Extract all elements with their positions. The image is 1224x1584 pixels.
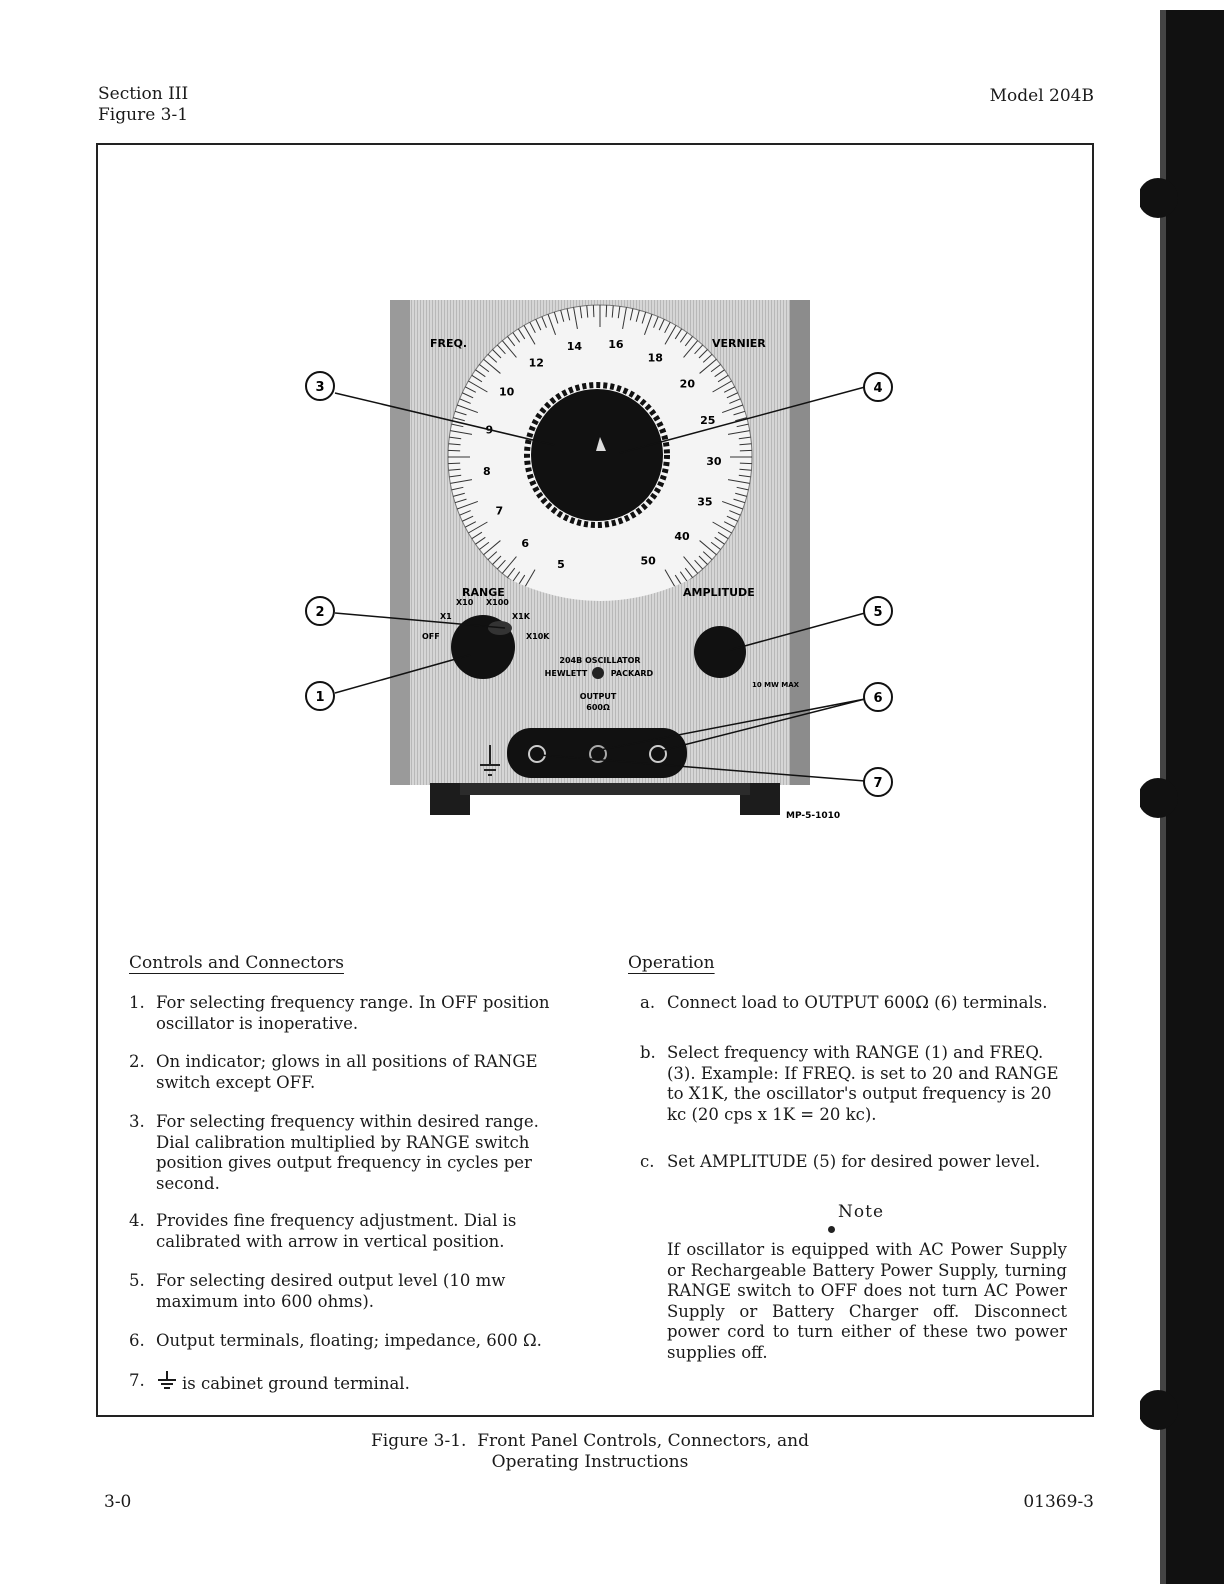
dial-number: 14 <box>566 339 583 353</box>
operation-step-a: a. Connect load to OUTPUT 600Ω (6) terminals. <box>640 993 1048 1012</box>
maker-hewlett: HEWLETT <box>544 669 588 678</box>
dial-tick <box>448 463 460 464</box>
controls-item-6: 6. Output terminals, floating; impedance, 600 Ω. <box>129 1331 542 1350</box>
dial-number: 25 <box>700 413 716 427</box>
caption-line-1: Figure 3-1. Front Panel Controls, Connectors, and <box>370 1431 809 1451</box>
controls-item-3: 3. For selecting frequency within desired range. Dial calibration multiplied by RANGE switch position gives output frequency in cycles per second. <box>129 1112 539 1193</box>
amplitude-max-label: 10 MW MAX <box>752 681 800 689</box>
range-pos-x1: X1 <box>440 612 452 621</box>
dial-tick <box>740 450 752 451</box>
amplitude-knob[interactable] <box>694 626 746 678</box>
note-title: Note <box>838 1202 885 1222</box>
note-text: If oscillator is equipped with AC Power Supply or Rechargeable Battery Power Supply, turning RANGE switch to OFF does not turn AC Power Supply or Battery Charger off. Disconnect power cord to turn either of these two power supplies off. <box>667 1240 1067 1362</box>
dial-tick <box>606 305 607 317</box>
dial-number: 5 <box>557 558 565 572</box>
dial-number: 40 <box>674 530 690 544</box>
amplitude-label: AMPLITUDE <box>683 586 755 599</box>
dial-number: 35 <box>697 495 713 509</box>
svg-text:3: 3 <box>315 380 325 395</box>
vernier-label: VERNIER <box>712 337 766 350</box>
range-pos-off: OFF <box>422 632 440 641</box>
operation-step-b: b. Select frequency with RANGE (1) and FREQ. (3). Example: If FREQ. is set to 20 and RANGE to X1K, the oscillator's output frequency is 20 kc (20 cps x 1K = 20 kc). <box>640 1043 1059 1124</box>
dial-number: 6 <box>521 537 530 551</box>
controls-item-4: 4. Provides fine frequency adjustment. Dial is calibrated with arrow in vertical position. <box>129 1211 517 1251</box>
range-pos-x100: X100 <box>486 598 509 607</box>
dial-number: 18 <box>647 351 663 365</box>
operation-title: Operation <box>628 953 715 973</box>
output-label: OUTPUT <box>579 692 617 701</box>
photo-id: MP-5-1010 <box>786 811 841 821</box>
dial-number: 8 <box>483 464 491 478</box>
svg-text:5: 5 <box>873 605 883 620</box>
callout-3 <box>306 372 334 400</box>
terminal-bezel <box>507 728 687 778</box>
range-pos-x10k: X10K <box>526 632 550 641</box>
svg-text:1: 1 <box>315 690 325 705</box>
dial-tick <box>448 450 460 451</box>
callout-7 <box>864 768 892 796</box>
dial-number: 30 <box>706 454 722 468</box>
controls-item-5: 5. For selecting desired output level (10 mw maximum into 600 ohms). <box>129 1271 506 1311</box>
dial-tick <box>593 305 594 317</box>
page-number: 3-0 <box>104 1492 132 1512</box>
svg-text:7: 7 <box>873 776 883 791</box>
model-plate: 204B OSCILLATOR <box>559 656 641 665</box>
dial-tick <box>740 463 752 464</box>
note-bullet-icon <box>828 1226 835 1233</box>
range-pos-x10: X10 <box>456 598 474 607</box>
output-impedance: 600Ω <box>586 703 610 712</box>
cabinet-left-edge <box>390 300 410 785</box>
oscillator-photo <box>300 295 900 825</box>
freq-label: FREQ. <box>430 337 468 350</box>
controls-item-1: 1. For selecting frequency range. In OFF position oscillator is inoperative. <box>129 993 550 1033</box>
hp-logo-icon <box>592 667 604 679</box>
callout-5 <box>864 597 892 625</box>
figure-caption <box>330 1431 850 1473</box>
dial-number: 12 <box>528 356 544 370</box>
svg-text:6: 6 <box>873 691 883 706</box>
scan-binding-edge <box>1140 0 1224 1584</box>
callout-1 <box>306 682 334 710</box>
range-label: RANGE <box>462 586 505 599</box>
dial-number: 9 <box>485 423 494 437</box>
controls-item-7: 7. is cabinet ground terminal. <box>129 1371 410 1393</box>
operation-step-c: c. Set AMPLITUDE (5) for desired power level. <box>640 1152 1041 1171</box>
callout-2 <box>306 597 334 625</box>
dial-number: 10 <box>498 385 515 399</box>
caption-line-2: Operating Instructions <box>491 1452 689 1472</box>
model-label: Model 204B <box>989 86 1094 106</box>
ground-symbol-icon <box>156 1371 178 1391</box>
cabinet-base <box>460 783 750 795</box>
svg-text:4: 4 <box>873 381 883 396</box>
controls-title: Controls and Connectors <box>129 953 344 973</box>
svg-text:2: 2 <box>315 605 325 620</box>
vernier-knob[interactable] <box>531 389 663 521</box>
callout-4 <box>864 373 892 401</box>
page-header-left <box>98 84 188 126</box>
controls-item-2: 2. On indicator; glows in all positions of RANGE switch except OFF. <box>129 1052 538 1092</box>
callout-6 <box>864 683 892 711</box>
controls-item-7-text: is cabinet ground terminal. <box>182 1374 410 1393</box>
figure-ref-label: Figure 3-1 <box>98 105 189 125</box>
maker-packard: PACKARD <box>610 669 654 678</box>
dial-number: 20 <box>679 377 695 391</box>
document-number: 01369-3 <box>1023 1492 1094 1512</box>
dial-number: 16 <box>608 338 624 352</box>
range-pos-x1k: X1K <box>512 612 530 621</box>
dial-number: 7 <box>495 504 504 518</box>
dial-number: 50 <box>640 554 656 568</box>
section-label: Section III <box>98 84 189 104</box>
